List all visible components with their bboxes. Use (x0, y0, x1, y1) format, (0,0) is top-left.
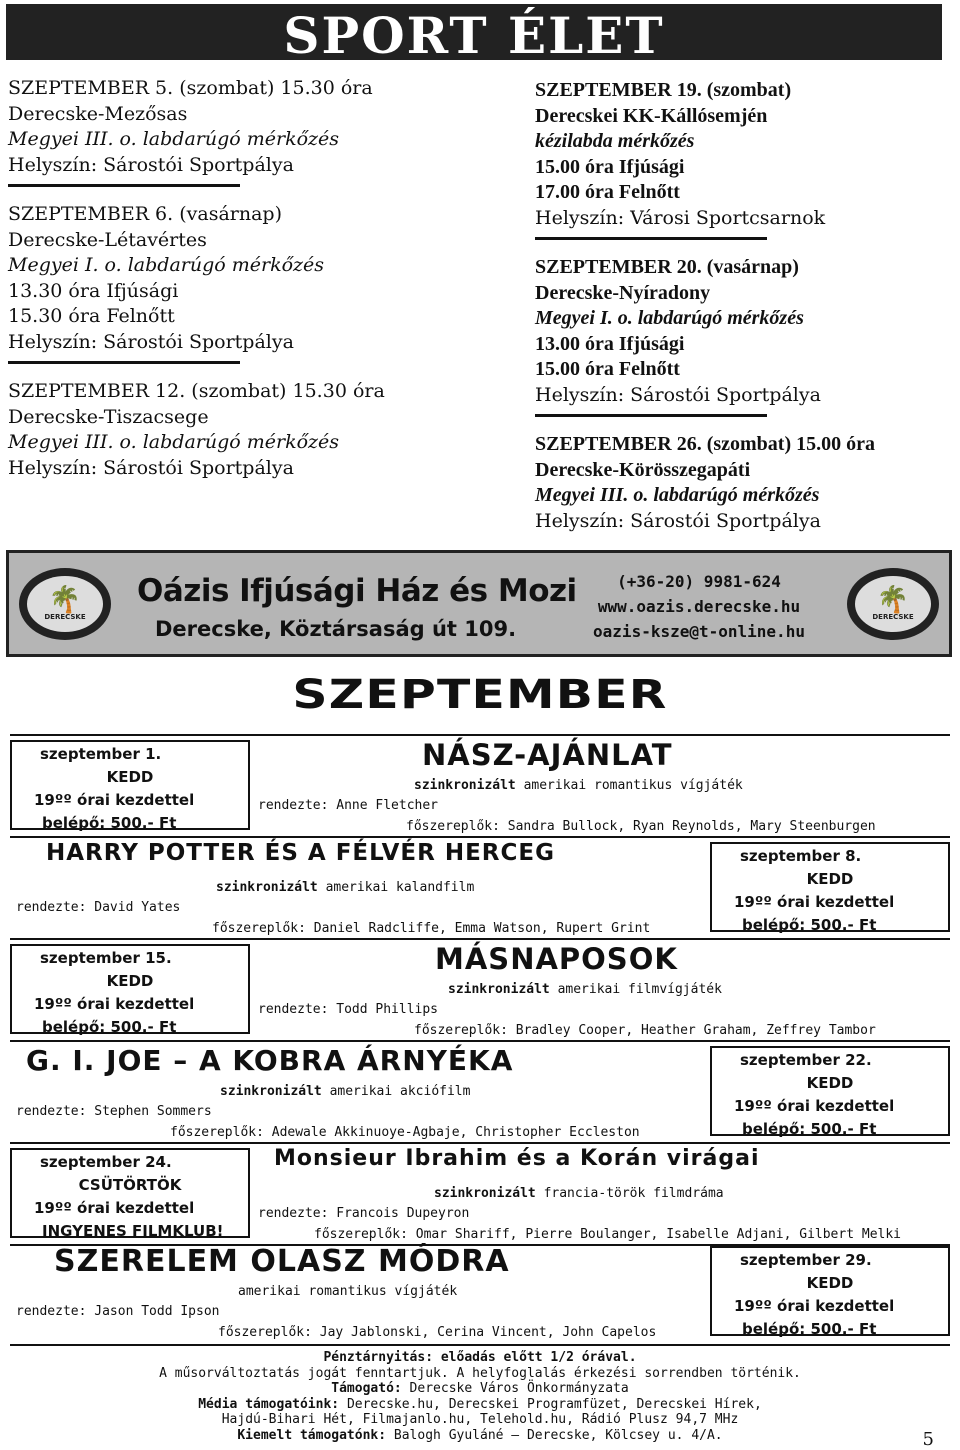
oazis-banner (6, 550, 952, 657)
sport-event-line: Derecske-Létavértes (8, 228, 207, 251)
sport-event (8, 76, 478, 178)
sport-event-line: Megyei III. o. labdarúgó mérkőzés (8, 128, 340, 150)
separator-line (535, 237, 767, 240)
film-program (10, 734, 950, 1346)
film-date-line: belépő: 500.- Ft (742, 1120, 877, 1138)
film-genre (414, 778, 743, 793)
film-date-line: CSÜTÖRTÖK (78, 1176, 182, 1194)
sport-event-line: SZEPTEMBER 20. (vasárnap) (535, 256, 799, 278)
film-date-line: 19ºº órai kezdettel (734, 893, 895, 911)
film-cast: főszereplők: Bradley Cooper, Heather Graham, Zeffrey Tambor (414, 1023, 876, 1038)
row-divider (10, 1142, 950, 1144)
separator-line (535, 414, 767, 417)
sport-event-line: kézilabda mérkőzés (535, 130, 695, 152)
film-genre-dubbed: szinkronizált (448, 982, 550, 997)
film-date-line: 19ºº órai kezdettel (34, 791, 195, 809)
film-title: G. I. JOE – A KOBRA ÁRNYÉKA (26, 1044, 514, 1077)
oazis-email[interactable]: oazis-ksze@t-online.hu (593, 622, 805, 641)
sport-event-line: Derecskei KK-Kállósemjén (535, 104, 768, 127)
film-date-line: 19ºº órai kezdettel (734, 1297, 895, 1315)
page-number: 5 (922, 1429, 934, 1450)
film-date-line: 19ºº órai kezdettel (34, 1199, 195, 1217)
sport-event-line: Derecske-Tiszacsege (8, 405, 209, 428)
sport-event-line: Helyszín: Városi Sportcsarnok (535, 206, 826, 229)
sport-events-right (535, 78, 945, 534)
film-title: NÁSZ-AJÁNLAT (422, 738, 673, 772)
film-genre-dubbed: szinkronizált (434, 1186, 536, 1201)
film-director: rendezte: Anne Fletcher (258, 798, 439, 813)
film-date-line: szeptember 29. (740, 1251, 872, 1269)
film-title: MÁSNAPOSOK (435, 942, 678, 976)
logo-label: DERECSKE (872, 613, 914, 621)
film-date-line: KEDD (806, 870, 854, 888)
sport-event-line: SZEPTEMBER 6. (vasárnap) (8, 203, 282, 225)
oazis-logo-right (847, 568, 939, 640)
film-date-line: szeptember 1. (40, 745, 162, 763)
film-genre-text: amerikai filmvígjáték (557, 982, 722, 997)
film-date-line: belépő: 500.- Ft (42, 1018, 177, 1036)
sport-event-line: Helyszín: Sárostói Sportpálya (535, 509, 821, 532)
footer-notice: A műsorváltoztatás jogát fenntartjuk. A helyfoglalás érkezési sorrendben történik. (159, 1365, 801, 1381)
oazis-logo-left (19, 568, 111, 640)
row-divider (10, 836, 950, 838)
film-date-line: szeptember 8. (740, 847, 862, 865)
footer-media-supporters: Média támogatóink: Derecske.hu, Derecskei Programfüzet, Derecskei Hírek, (198, 1396, 762, 1412)
film-title: SZERELEM OLASZ MÓDRA (54, 1244, 510, 1279)
film-genre (238, 1284, 457, 1299)
film-date-box (710, 1046, 950, 1136)
film-genre-text: amerikai akciófilm (329, 1084, 471, 1099)
footer (0, 1350, 960, 1444)
separator-line (8, 361, 240, 364)
month-title: SZEPTEMBER (292, 672, 668, 718)
film-date-box (10, 944, 250, 1034)
palm-icon: 🌴 (876, 585, 910, 615)
sport-event-line: Derecske-Körösszegapáti (535, 458, 751, 481)
oazis-address: Derecske, Köztársaság út 109. (155, 617, 517, 641)
oazis-web[interactable]: www.oazis.derecske.hu (597, 597, 801, 616)
sport-event-line: Megyei I. o. labdarúgó mérkőzés (8, 254, 325, 276)
sport-event-line: Helyszín: Sárostói Sportpálya (535, 383, 821, 406)
film-date-line: KEDD (106, 972, 154, 990)
logo-label: DERECSKE (44, 613, 86, 621)
film-genre-dubbed: szinkronizált (216, 880, 318, 895)
sport-event-line: Helyszín: Sárostói Sportpálya (8, 153, 294, 176)
film-date-line: belépő: 500.- Ft (742, 1320, 877, 1338)
sport-event-line: Megyei III. o. labdarúgó mérkőzés (535, 484, 820, 506)
film-date-box (710, 842, 950, 932)
film-date-box (10, 740, 250, 830)
oazis-contact (579, 569, 819, 644)
film-genre (448, 982, 722, 997)
sport-event-line: 15.30 óra Felnőtt (8, 305, 175, 327)
sport-event-line: 17.00 óra Felnőtt (535, 181, 680, 203)
footer-ticket-info: Pénztárnyitás: előadás előtt 1/2 órával. (323, 1350, 637, 1365)
sport-event (8, 202, 478, 355)
film-cast: főszereplők: Adewale Akkinuoye-Agbaje, Christopher Eccleston (170, 1125, 640, 1140)
sport-event-line: Megyei III. o. labdarúgó mérkőzés (8, 431, 340, 453)
oazis-name: Oázis Ifjúsági Ház és Mozi (137, 573, 577, 609)
footer-supporter: Támogató: Derecske Város Önkormányzata (331, 1381, 629, 1397)
sport-event-line: 15.00 óra Ifjúsági (535, 155, 685, 178)
film-genre-text: amerikai romantikus vígjáték (238, 1284, 458, 1299)
film-genre-dubbed: szinkronizált (220, 1084, 322, 1099)
film-director: rendezte: Todd Phillips (258, 1002, 439, 1017)
film-date-line: szeptember 24. (40, 1153, 172, 1171)
film-date-line: belépő: 500.- Ft (42, 814, 177, 832)
sport-event-line: Derecske-Nyíradony (535, 281, 711, 304)
sport-event-line: SZEPTEMBER 5. (szombat) 15.30 óra (8, 77, 373, 99)
oazis-phone: (+36-20) 9981-624 (617, 572, 781, 591)
row-divider (10, 1040, 950, 1042)
film-genre (220, 1084, 470, 1099)
film-genre-text: amerikai kalandfilm (325, 880, 475, 895)
film-date-line: 19ºº órai kezdettel (734, 1097, 895, 1115)
sport-event-line: SZEPTEMBER 12. (szombat) 15.30 óra (8, 380, 385, 402)
sport-event-line: Helyszín: Sárostói Sportpálya (8, 330, 294, 353)
footer-media-supporters-cont: Hajdú-Bihari Hét, Filmajanlo.hu, Telehold.hu, Rádió Plusz 94,7 MHz (221, 1412, 739, 1428)
film-director: rendezte: Stephen Sommers (16, 1104, 212, 1119)
film-date-line: szeptember 22. (740, 1051, 872, 1069)
palm-icon: 🌴 (48, 585, 82, 615)
sport-elet-header (6, 4, 942, 65)
film-director: rendezte: David Yates (16, 900, 181, 915)
page-title: SPORT ÉLET (283, 6, 665, 65)
film-genre-dubbed: szinkronizált (414, 778, 516, 793)
sport-event-line: 15.00 óra Felnőtt (535, 358, 680, 380)
film-cast: főszereplők: Omar Shariff, Pierre Boulanger, Isabelle Adjani, Gilbert Melki (314, 1227, 901, 1242)
sport-event (535, 255, 945, 408)
film-cast: főszereplők: Sandra Bullock, Ryan Reynolds, Mary Steenburgen (406, 819, 876, 834)
film-cast: főszereplők: Jay Jablonski, Cerina Vincent, John Capelos (218, 1325, 657, 1340)
sport-event-line: Helyszín: Sárostói Sportpálya (8, 456, 294, 479)
film-director: rendezte: Jason Todd Ipson (16, 1304, 220, 1319)
sport-event-line: Derecske-Mezősas (8, 102, 188, 125)
film-genre (434, 1186, 724, 1201)
film-date-line: KEDD (806, 1074, 854, 1092)
sport-event (535, 78, 945, 231)
sport-event-line: SZEPTEMBER 26. (szombat) 15.00 óra (535, 433, 875, 455)
film-genre-text: amerikai romantikus vígjáték (523, 778, 743, 793)
film-director: rendezte: Francois Dupeyron (258, 1206, 470, 1221)
film-date-line: KEDD (806, 1274, 854, 1292)
film-title: Monsieur Ibrahim és a Korán virágai (274, 1146, 760, 1171)
sport-event (535, 432, 945, 534)
footer-main-supporter: Kiemelt támogatónk: Balogh Gyuláné – Derecske, Kölcsey u. 4/A. (237, 1427, 723, 1443)
sport-event-line: SZEPTEMBER 19. (szombat) (535, 79, 792, 101)
film-date-box (710, 1246, 950, 1336)
row-divider (10, 938, 950, 940)
film-date-box (10, 1148, 250, 1238)
sport-events-left (8, 76, 478, 481)
sport-event-line: 13.30 óra Ifjúsági (8, 279, 179, 302)
film-cast: főszereplők: Daniel Radcliffe, Emma Watson, Rupert Grint (212, 921, 651, 936)
film-date-line: szeptember 15. (40, 949, 172, 967)
film-date-line: INGYENES FILMKLUB! (42, 1222, 224, 1240)
film-date-line: belépő: 500.- Ft (742, 916, 877, 934)
film-title: HARRY POTTER ÉS A FÉLVÉR HERCEG (46, 840, 555, 866)
sport-event (8, 379, 478, 481)
sport-event-line: Megyei I. o. labdarúgó mérkőzés (535, 307, 804, 329)
film-genre-text: francia-török filmdráma (543, 1186, 724, 1201)
film-genre (216, 880, 474, 895)
sport-event-line: 13.00 óra Ifjúsági (535, 332, 685, 355)
film-date-line: KEDD (106, 768, 154, 786)
separator-line (8, 184, 240, 187)
film-date-line: 19ºº órai kezdettel (34, 995, 195, 1013)
